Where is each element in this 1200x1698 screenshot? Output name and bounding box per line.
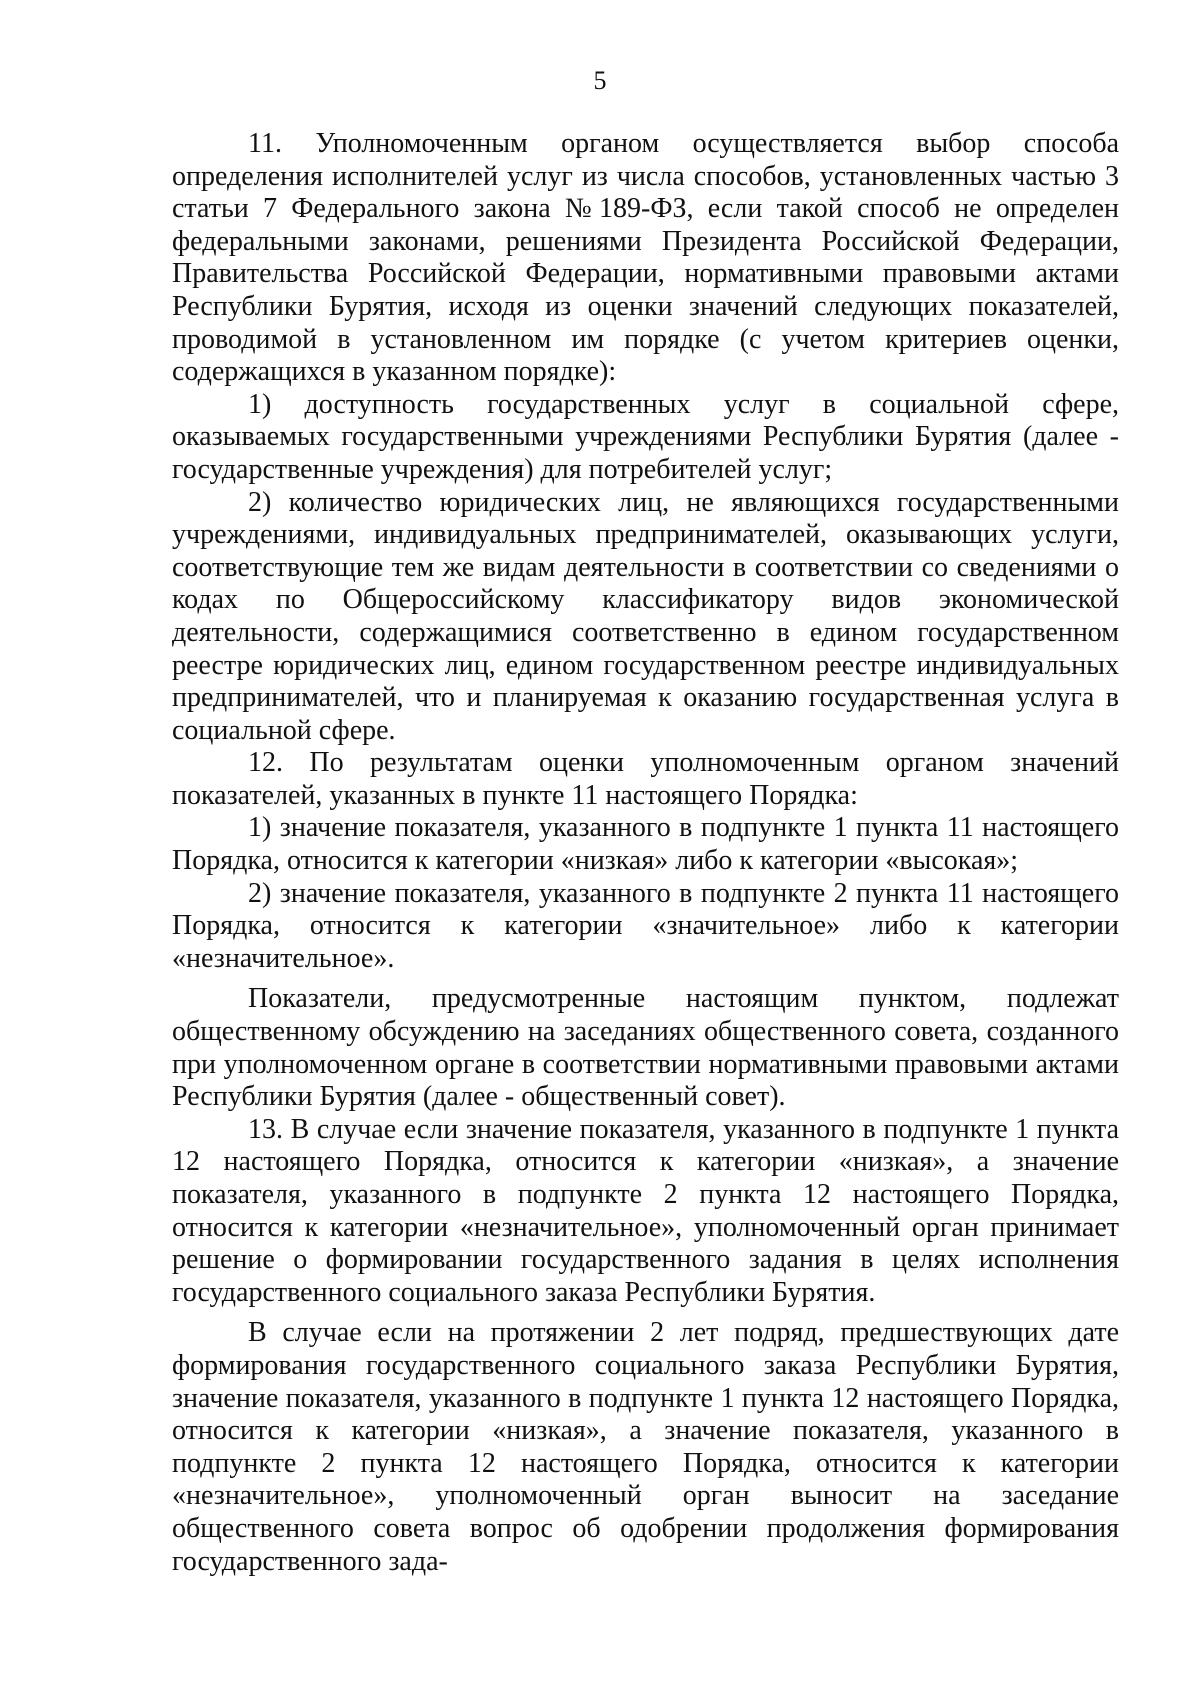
paragraph-12: 12. По результатам оценки уполномоченным органом значений показателей, указанных в пункте 11 настоящего Порядка: [172,747,1119,811]
paragraph-11: 11. Уполномоченным органом осуществляется выбор способа определения исполнителей услуг из числа способов, установленных частью 3 статьи 7 Федерального закона №189-ФЗ, если такой способ не определен федеральными законами, решениями Президента Российской Федерации, Правительства Российской Федерации, нормативными правовыми актами Республики Бурятия, исходя из оценки значений следующих показателей, проводимой в установленном им порядке (с учетом критериев оценки, содержащихся в указанном порядке): [172,128,1119,388]
paragraph-13: 13. В случае если значение показателя, указанного в подпункте 1 пункта 12 настоящего Порядка, относится к категории «низкая», а значение показателя, указанного в подпункте 2 пункта 12 настоящего Порядка, относится к категории «незначительное», уполномоченный орган принимает решение о формировании государственного задания в целях исполнения государственного социального заказа Республики Бурятия. [172,1113,1119,1308]
page-number: 5 [593,66,607,95]
paragraph-11-item-2: 2) количество юридических лиц, не являющихся государственными учреждениями, индивидуальных предпринимателей, оказывающих услуги, соответствующие тем же видам деятельности в соответствии со сведениями о кодах по Общероссийскому классификатору видов экономической деятельности, содержащимися соответственно в едином государственном реестре юридических лиц, едином государственном реестре индивидуальных предпринимателей, что и планируемая к оказанию государственная услуга в социальной сфере. [172,486,1119,746]
paragraph-12-item-2: 2) значение показателя, указанного в подпункте 2 пункта 11 настоящего Порядка, относится к категории «значительное» либо к категории «незначительное». [172,877,1119,974]
paragraph-12-item-1: 1) значение показателя, указанного в подпункте 1 пункта 11 настоящего Порядка, относится к категории «низкая» либо к категории «высокая»; [172,812,1119,877]
paragraph-12-note: Показатели, предусмотренные настоящим пунктом, подлежат общественному обсуждению на заседаниях общественного совета, созданного при уполномоченном органе в соответствии нормативными правовыми актами Республики Бурятия (далее - общественный совет). [172,983,1119,1113]
paragraph-11-item-1: 1) доступность государственных услуг в социальной сфере, оказываемых государственными учреждениями Республики Бурятия (далее - государственные учреждения) для потребителей услуг; [172,388,1119,485]
document-body [172,128,1119,1578]
paragraph-13-continuation: В случае если на протяжении 2 лет подряд, предшествующих дате формирования государственного социального заказа Республики Бурятия, значение показателя, указанного в подпункте 1 пункта 12 настоящего Порядка, относится к категории «низкая», а значение показателя, указанного в подпункте 2 пункта 12 настоящего Порядка, относится к категории «незначительное», уполномоченный орган выносит на заседание общественного совета вопрос об одобрении продолжения формирования государственного зада- [172,1317,1119,1577]
